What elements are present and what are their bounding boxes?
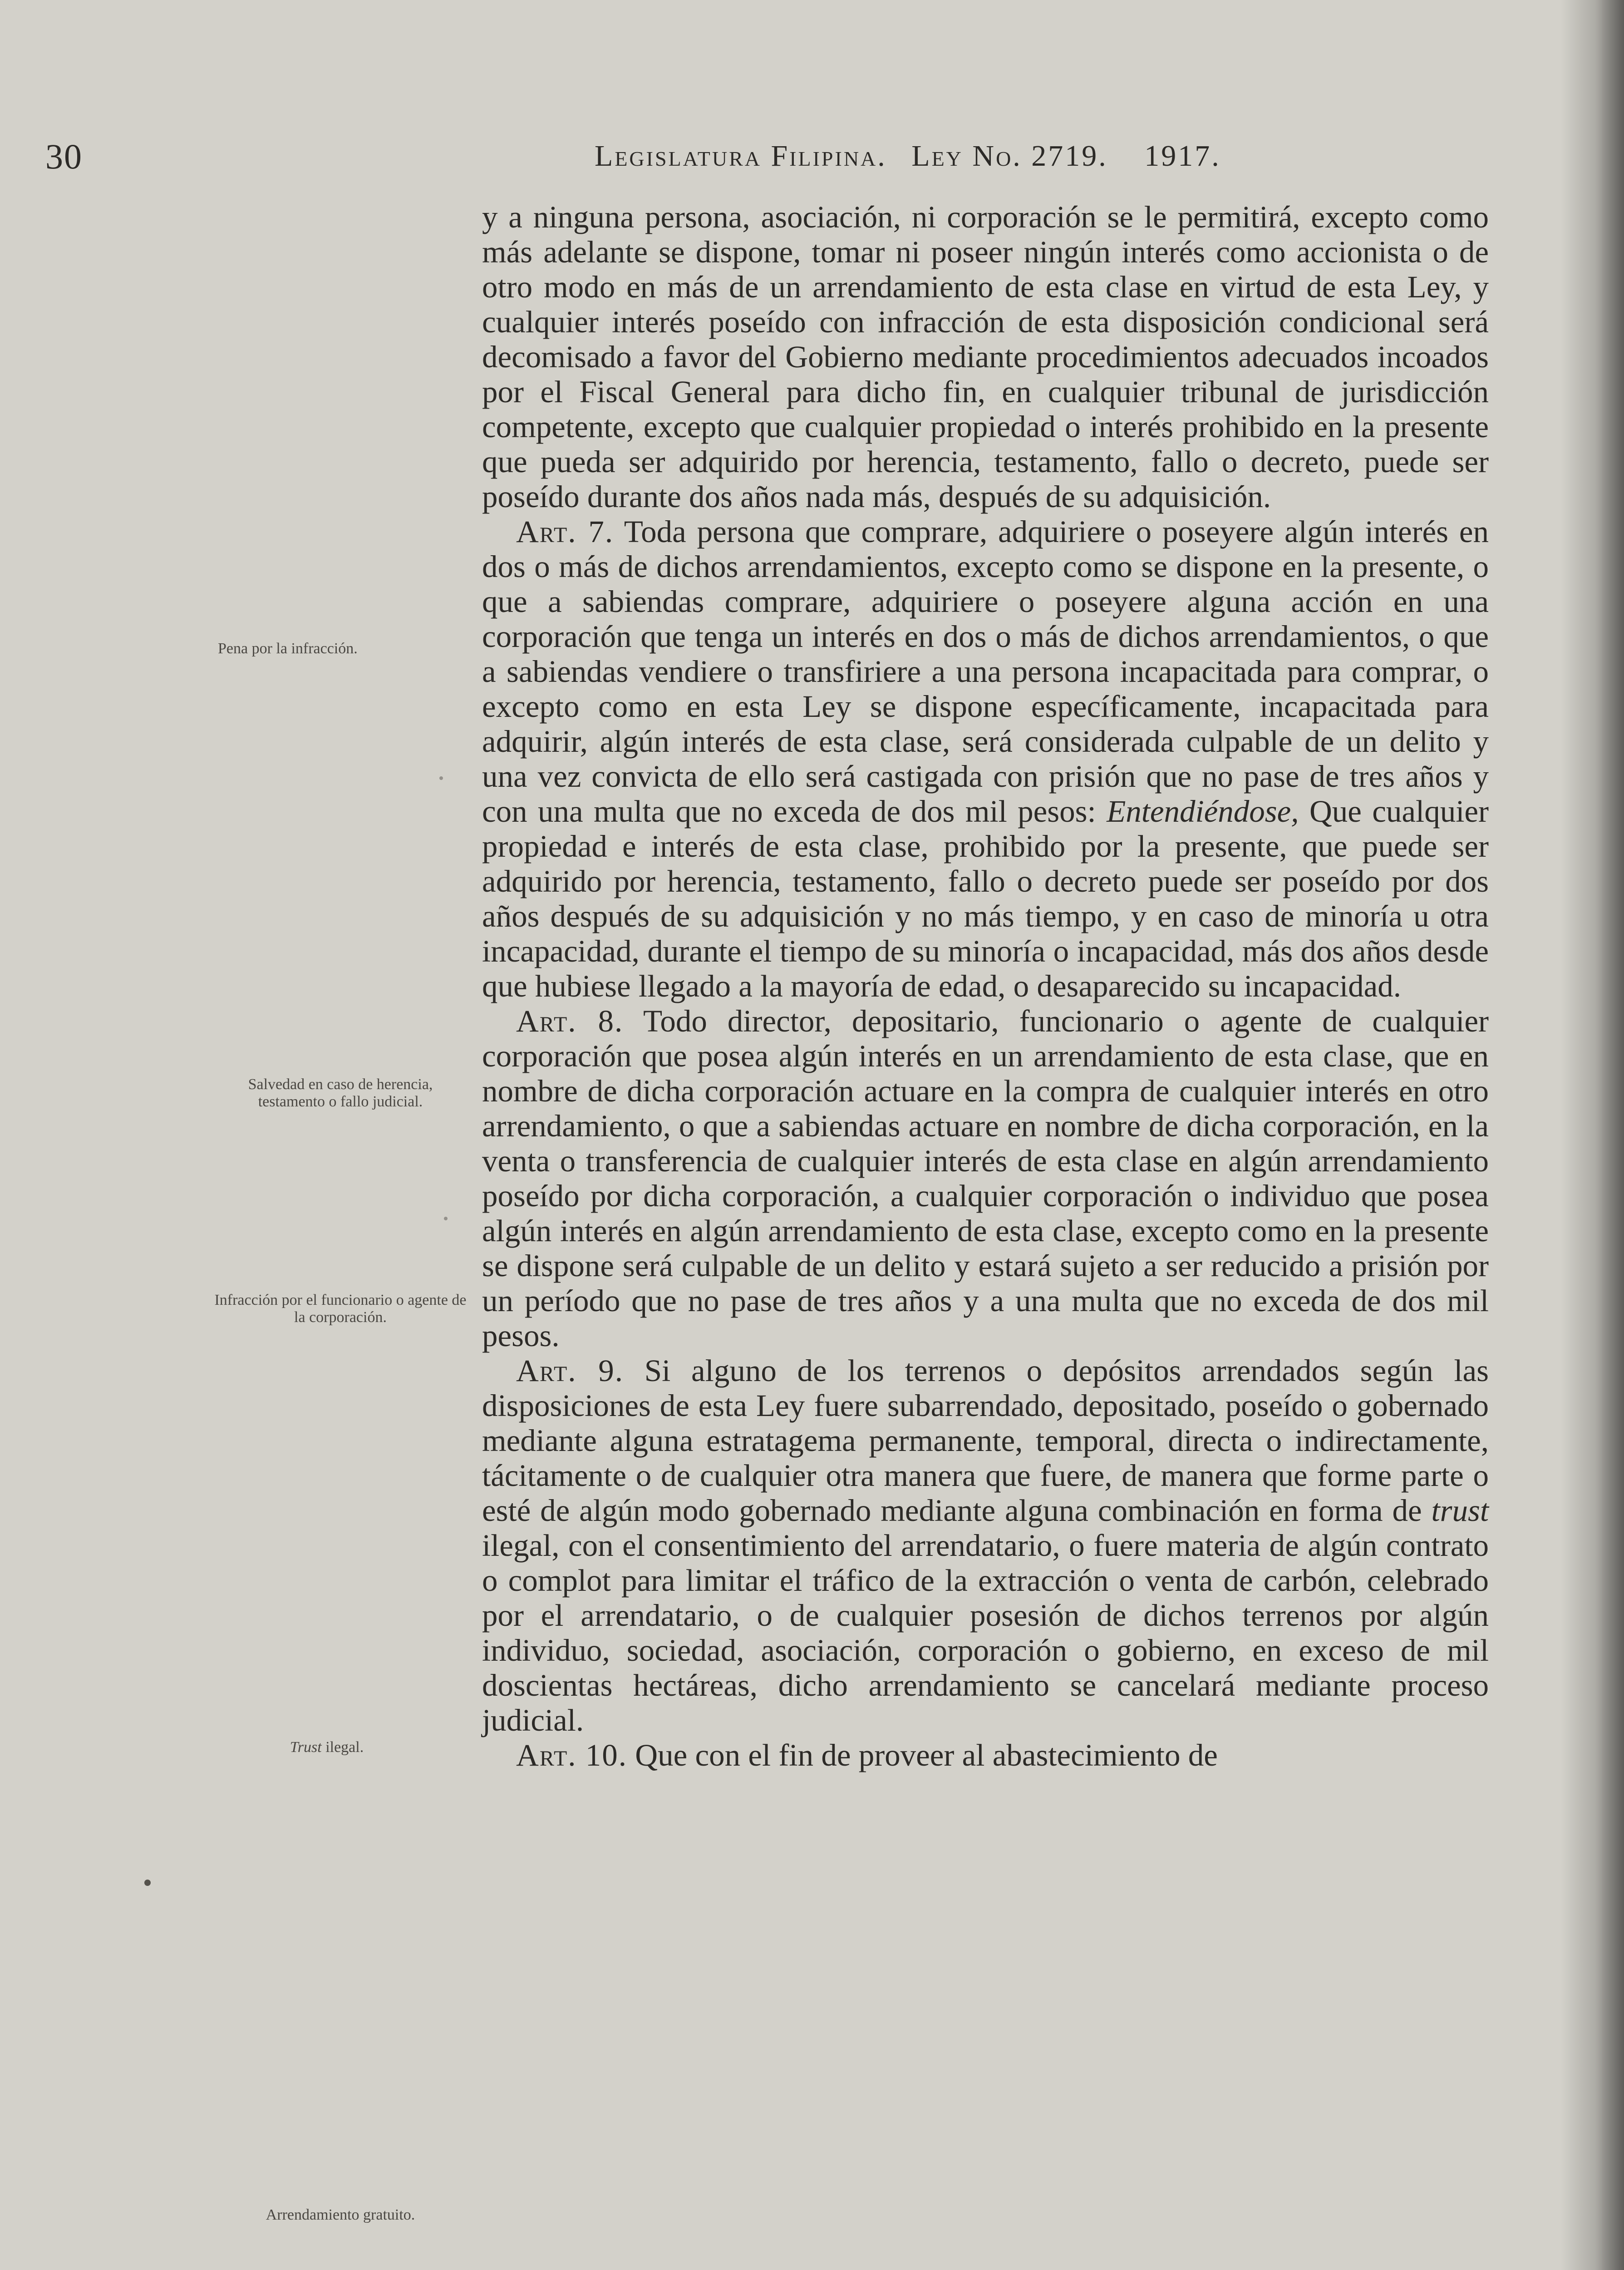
page-edge-shadow [1560, 0, 1624, 2270]
article-text-after: ilegal, con el consentimiento del arrendatario, o fuere materia de algún contrato o complot para limitar el tráfico de la extracción o venta de carbón, celebrado por el arrendatario, o de cualquier posesión de dichos terrenos por algún individuo, sociedad, asociación, corporación o gobierno, en exceso de mil doscientas hectáreas, dicho arrendamiento se cancelará mediante proceso judicial. [482, 1528, 1489, 1737]
article-10 [482, 1738, 1489, 1773]
article-text: Toda persona que comprare, adquiriere o poseyere algún interés en dos o más de dichos arrendamientos, excepto como se dispone en la presente, o que a sabiendas comprare, adquiriere o poseyere alguna acción en una corporación que tenga un interés en dos o más de dichos arrendamientos, o que a sabiendas vendiere o transfiriere a una persona incapacitada para comprar, o excepto como en esta Ley se dispone específicamente, incapacitada para adquirir, algún interés de esta clase, será considerada culpable de un delito y una vez convicta de ello será castigada con prisión que no pase de tres años y con una multa que no exceda de dos mil pesos: [482, 514, 1489, 829]
article-label: Art. 7. [516, 514, 614, 549]
article-proviso: Entendiéndose, [1107, 794, 1299, 829]
margin-note-text: ilegal. [325, 1739, 364, 1756]
law-year: 1917. [1144, 139, 1221, 173]
article-8 [482, 1004, 1489, 1353]
article-label: Art. 8. [516, 1004, 624, 1038]
margin-note-officer-infraction: Infracción por el funcionario o agente de la corporación. [214, 1292, 467, 1326]
article-text: Si alguno de los terrenos o depósitos arrendados según las disposiciones de esta Ley fuere subarrendado, depositado, poseído o gobernado mediante alguna estratagema permanente, temporal, directa o indirectamente, tácitamente o de cualquier otra manera que fuere, de manera que forme parte o esté de algún modo gobernado mediante alguna combinación en forma de [482, 1353, 1489, 1528]
article-7 [482, 514, 1489, 1004]
margin-note-italic: Trust [290, 1739, 322, 1756]
law-number: Ley No. 2719. [911, 139, 1108, 173]
margin-note-illegal-trust [236, 1739, 418, 1756]
page-header [0, 136, 1543, 191]
running-head [595, 139, 1221, 173]
body-text [482, 200, 1489, 1773]
margin-note-free-lease: Arrendamiento gratuito. [266, 2206, 415, 2223]
margin-note-penalty: Pena por la infracción. [218, 640, 358, 657]
ink-speck [144, 1880, 151, 1886]
page-number: 30 [45, 137, 83, 176]
margin-note-inheritance-exception: Salvedad en caso de herencia, testamento o fallo judicial. [248, 1076, 433, 1110]
article-label: Art. 10. [516, 1738, 628, 1772]
ink-speck [439, 776, 443, 780]
article-text: Que con el fin de proveer al abastecimiento de [635, 1738, 1218, 1772]
paragraph-continuation [482, 200, 1489, 514]
ink-speck [444, 1217, 448, 1220]
article-label: Art. 9. [516, 1353, 624, 1388]
running-title: Legislatura Filipina. [595, 139, 887, 173]
paragraph-text: y a ninguna persona, asociación, ni corporación se le permitirá, excepto como más adelante se dispone, tomar ni poseer ningún interés como accionista o de otro modo en más de un arrendamiento de esta clase en virtud de esta Ley, y cualquier interés poseído con infracción de esta disposición condicional será decomisado a favor del Gobierno mediante procedimientos adecuados incoados por el Fiscal General para dicho fin, en cualquier tribunal de jurisdicción competente, excepto que cualquier propiedad o interés prohibido en la presente que pueda ser adquirido por herencia, testamento, fallo o decreto, puede ser poseído durante dos años nada más, después de su adquisición. [482, 200, 1489, 514]
article-9 [482, 1353, 1489, 1738]
article-text: Todo director, depositario, funcionario o agente de cualquier corporación que posea algún interés en un arrendamiento de esta clase, que en nombre de dicha corporación actuare en la compra de cualquier interés en otro arrendamiento, o que a sabiendas actuare en nombre de dicha corporación, en la venta o transferencia de cualquier interés de esta clase en algún arrendamiento poseído por dicha corporación, a cualquier corporación o individuo que posea algún interés en algún arrendamiento de esta clase, excepto como en la presente se dispone será culpable de un delito y estará sujeto a ser reducido a prisión por un período que no pase de tres años y a una multa que no exceda de dos mil pesos. [482, 1004, 1489, 1353]
article-text-after: Que cualquier propiedad e interés de esta clase, prohibido por la presente, que puede ser adquirido por herencia, testamento, fallo o decreto puede ser poseído por dos años después de su adquisición y no más tiempo, y en caso de minoría u otra incapacidad, durante el tiempo de su minoría o incapacidad, más dos años desde que hubiese llegado a la mayoría de edad, o desaparecido su incapacidad. [482, 794, 1489, 1003]
article-italic-term: trust [1431, 1493, 1489, 1528]
